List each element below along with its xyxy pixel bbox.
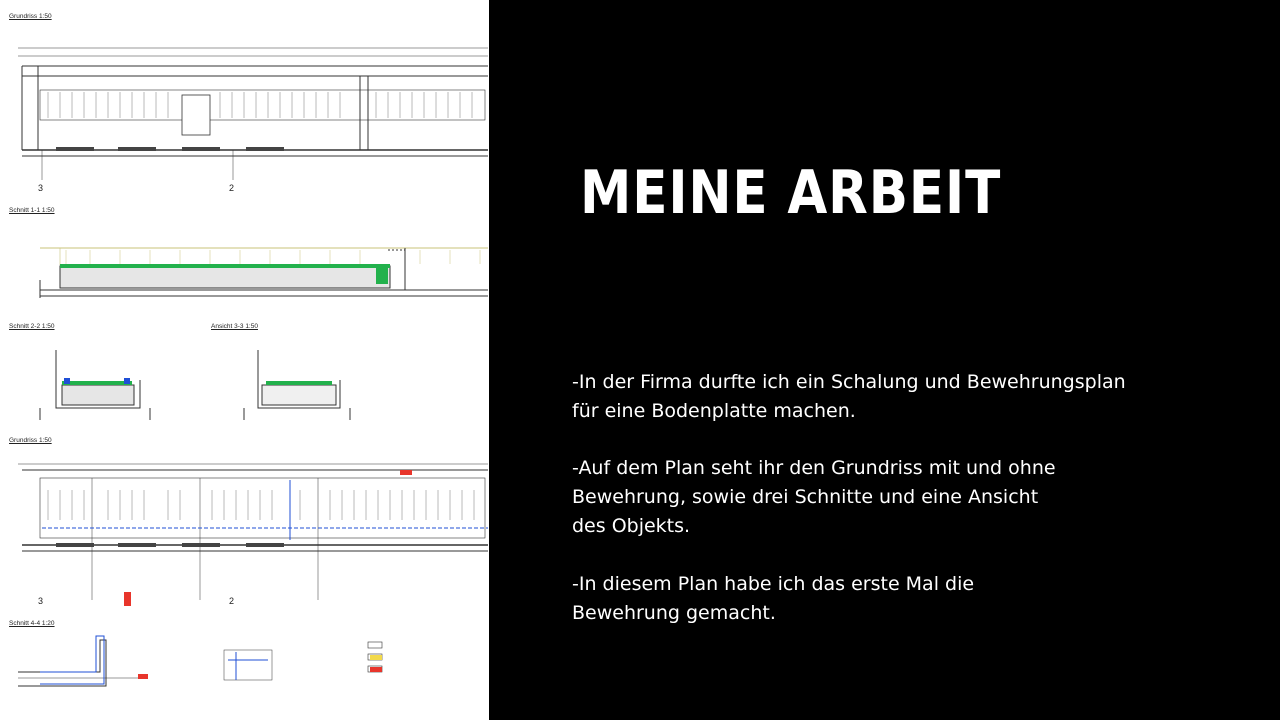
label-schnitt-1: Schnitt 1-1 1:50 xyxy=(9,207,55,214)
paragraph-2-line-3: des Objekts. xyxy=(572,515,691,537)
axis-mark-3-bottom: 3 xyxy=(38,596,44,606)
paragraph-2 xyxy=(572,454,1242,541)
label-grundriss-bottom: Grundriss 1:50 xyxy=(9,437,52,444)
paragraph-2-line-1: -Auf dem Plan seht ihr den Grundriss mit und ohne xyxy=(572,457,1056,479)
construction-plan-image xyxy=(0,0,489,720)
label-schnitt-4: Schnitt 4-4 1:20 xyxy=(9,620,55,627)
label-ansicht-3: Ansicht 3-3 1:50 xyxy=(211,323,258,330)
label-schnitt-2: Schnitt 2-2 1:50 xyxy=(9,323,55,330)
paragraph-3-line-1: -In diesem Plan habe ich das erste Mal die xyxy=(572,573,975,595)
axis-mark-2-top: 2 xyxy=(229,183,235,193)
paragraph-1 xyxy=(572,368,1242,426)
label-grundriss-top: Grundriss 1:50 xyxy=(9,13,52,20)
plan-drawing xyxy=(0,0,489,720)
axis-mark-3-top: 3 xyxy=(38,183,44,193)
paragraph-2-line-2: Bewehrung, sowie drei Schnitte und eine Ansicht xyxy=(572,486,1039,508)
paragraph-3-line-2: Bewehrung gemacht. xyxy=(572,602,776,624)
slide-title: MEINE ARBEIT xyxy=(580,158,1002,228)
paragraph-1-line-1: -In der Firma durfte ich ein Schalung und Bewehrungsplan xyxy=(572,371,1126,393)
paragraph-1-line-2: für eine Bodenplatte machen. xyxy=(572,400,856,422)
paragraph-3 xyxy=(572,570,1242,628)
axis-mark-2-bottom: 2 xyxy=(229,596,235,606)
